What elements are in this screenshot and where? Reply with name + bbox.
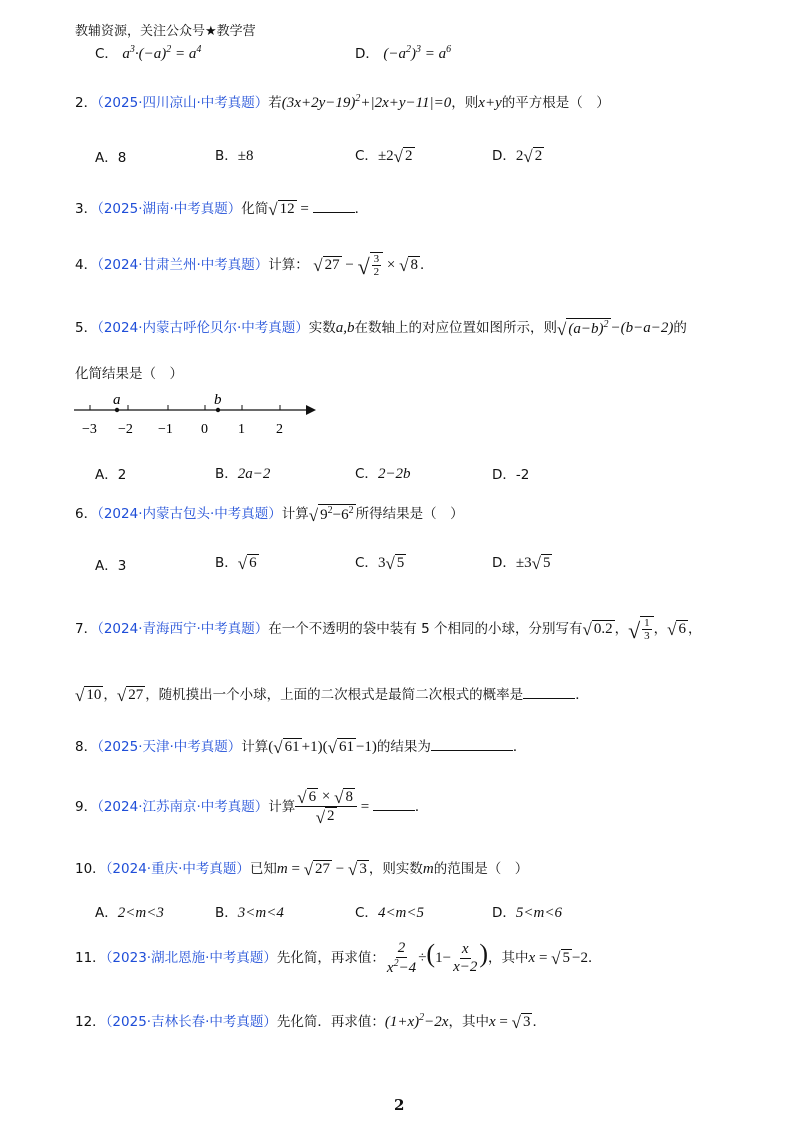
q1-option-d: D． $(-a^2)^3 = a^6$ [355,44,452,62]
q10-option-c: C．4<m<5 [355,905,425,921]
question-5: 5．（2024·内蒙古呼伦贝尔·中考真题）实数a,b在数轴上的对应位置如图所示，则 √ $(a-b)^2$ −(b−a−2)的 [75,319,687,340]
q7-line-2: √ 10 ， √ 27 ，随机摸出一个小球，上面的二次根式是最简二次根式的概率是 ． [75,686,589,706]
q10-option-a: A．2<m<3 [95,905,164,921]
tick-label: −3 [82,422,97,437]
question-11: 11．（2023·湖北恩施·中考真题）先化简，再求值： $\frac{2}{x^2-4}$ ÷(1− $\frac{x}{x-2}$ )，其中x = √ 5 −2． [75,939,602,976]
question-2: 2．（2025·四川凉山·中考真题）若$(3x+2y-19)^2+|2x+y-11|=0$，则x+y的平方根是（ ） [75,93,610,111]
point-b-label: b [214,392,222,408]
q2-option-b: B．±8 [215,148,254,164]
q5-line-2: 化简结果是（ ） [75,366,183,382]
q5-option-d: D．-2 [492,467,530,483]
number-line-arrow [306,405,316,415]
question-9: 9．（2024·江苏南京·中考真题）计算 √ 6 × √ 8 √ 2 = ． [75,788,429,827]
question-8: 8．（2025·天津·中考真题）计算( √ 61 +1)( √ 61 −1)的结果为 ． [75,738,527,758]
tick-label: 2 [276,422,283,437]
q6-option-a: A．3 [95,558,127,574]
tick-label: −2 [118,422,133,437]
question-4: 4．（2024·甘肃兰州·中考真题）计算： √ 27 − √ $\frac{3}{2}$ × √ 8 ． [75,253,434,280]
tick-label: 1 [238,422,245,437]
header-text: 教辅资源，关注公众号★教学营 [75,24,256,39]
q1-option-c: C． $a^3\cdot(-a)^2 = a^4$ [95,44,202,62]
point-a-label: a [113,392,121,408]
question-6: 6．（2024·内蒙古包头·中考真题）计算 √ $9^2-6^2$ 所得结果是（ ） [75,505,464,526]
point-b [216,408,220,412]
q2-option-c: C．±2 √ 2 [355,147,413,167]
number-line [70,392,320,442]
q2-option-d: D．2 √ 2 [492,147,543,167]
tick-label: 0 [201,422,208,437]
q10-option-b: B．3<m<4 [215,905,284,921]
point-a [115,408,119,412]
question-10: 10．（2024·重庆·中考真题）已知m = √ 27 − √ 3 ，则实数m的范围是（ ） [75,860,529,880]
question-3: 3．（2025·湖南·中考真题）化简 √ 12 = ． [75,200,369,220]
q2-option-a: A．8 [95,150,127,166]
question-7: 7．（2024·青海西宁·中考真题）在一个不透明的袋中装有 5 个相同的小球，分别写有 √ 0.2 ， √ $\frac{1}{3}$ ， √ 6 ， [75,617,702,644]
q2-source: （2025·四川凉山·中考真题） [97,95,269,111]
q6-option-b: B． √ 6 [215,554,257,574]
question-12: 12．（2025·吉林长春·中考真题）先化简．再求值：$(1+x)^2-2x$，其中x = √ 3 ． [75,1012,546,1033]
page-number: 2 [394,1096,405,1114]
q5-option-a: A．2 [95,467,127,483]
q6-option-d: D．±3 √ 5 [492,554,551,574]
tick-label: −1 [158,422,173,437]
q6-option-c: C．3 √ 5 [355,554,405,574]
q5-option-b: B．2a−2 [215,466,271,482]
q5-option-c: C．2−2b [355,466,411,482]
q10-option-d: D．5<m<6 [492,905,562,921]
